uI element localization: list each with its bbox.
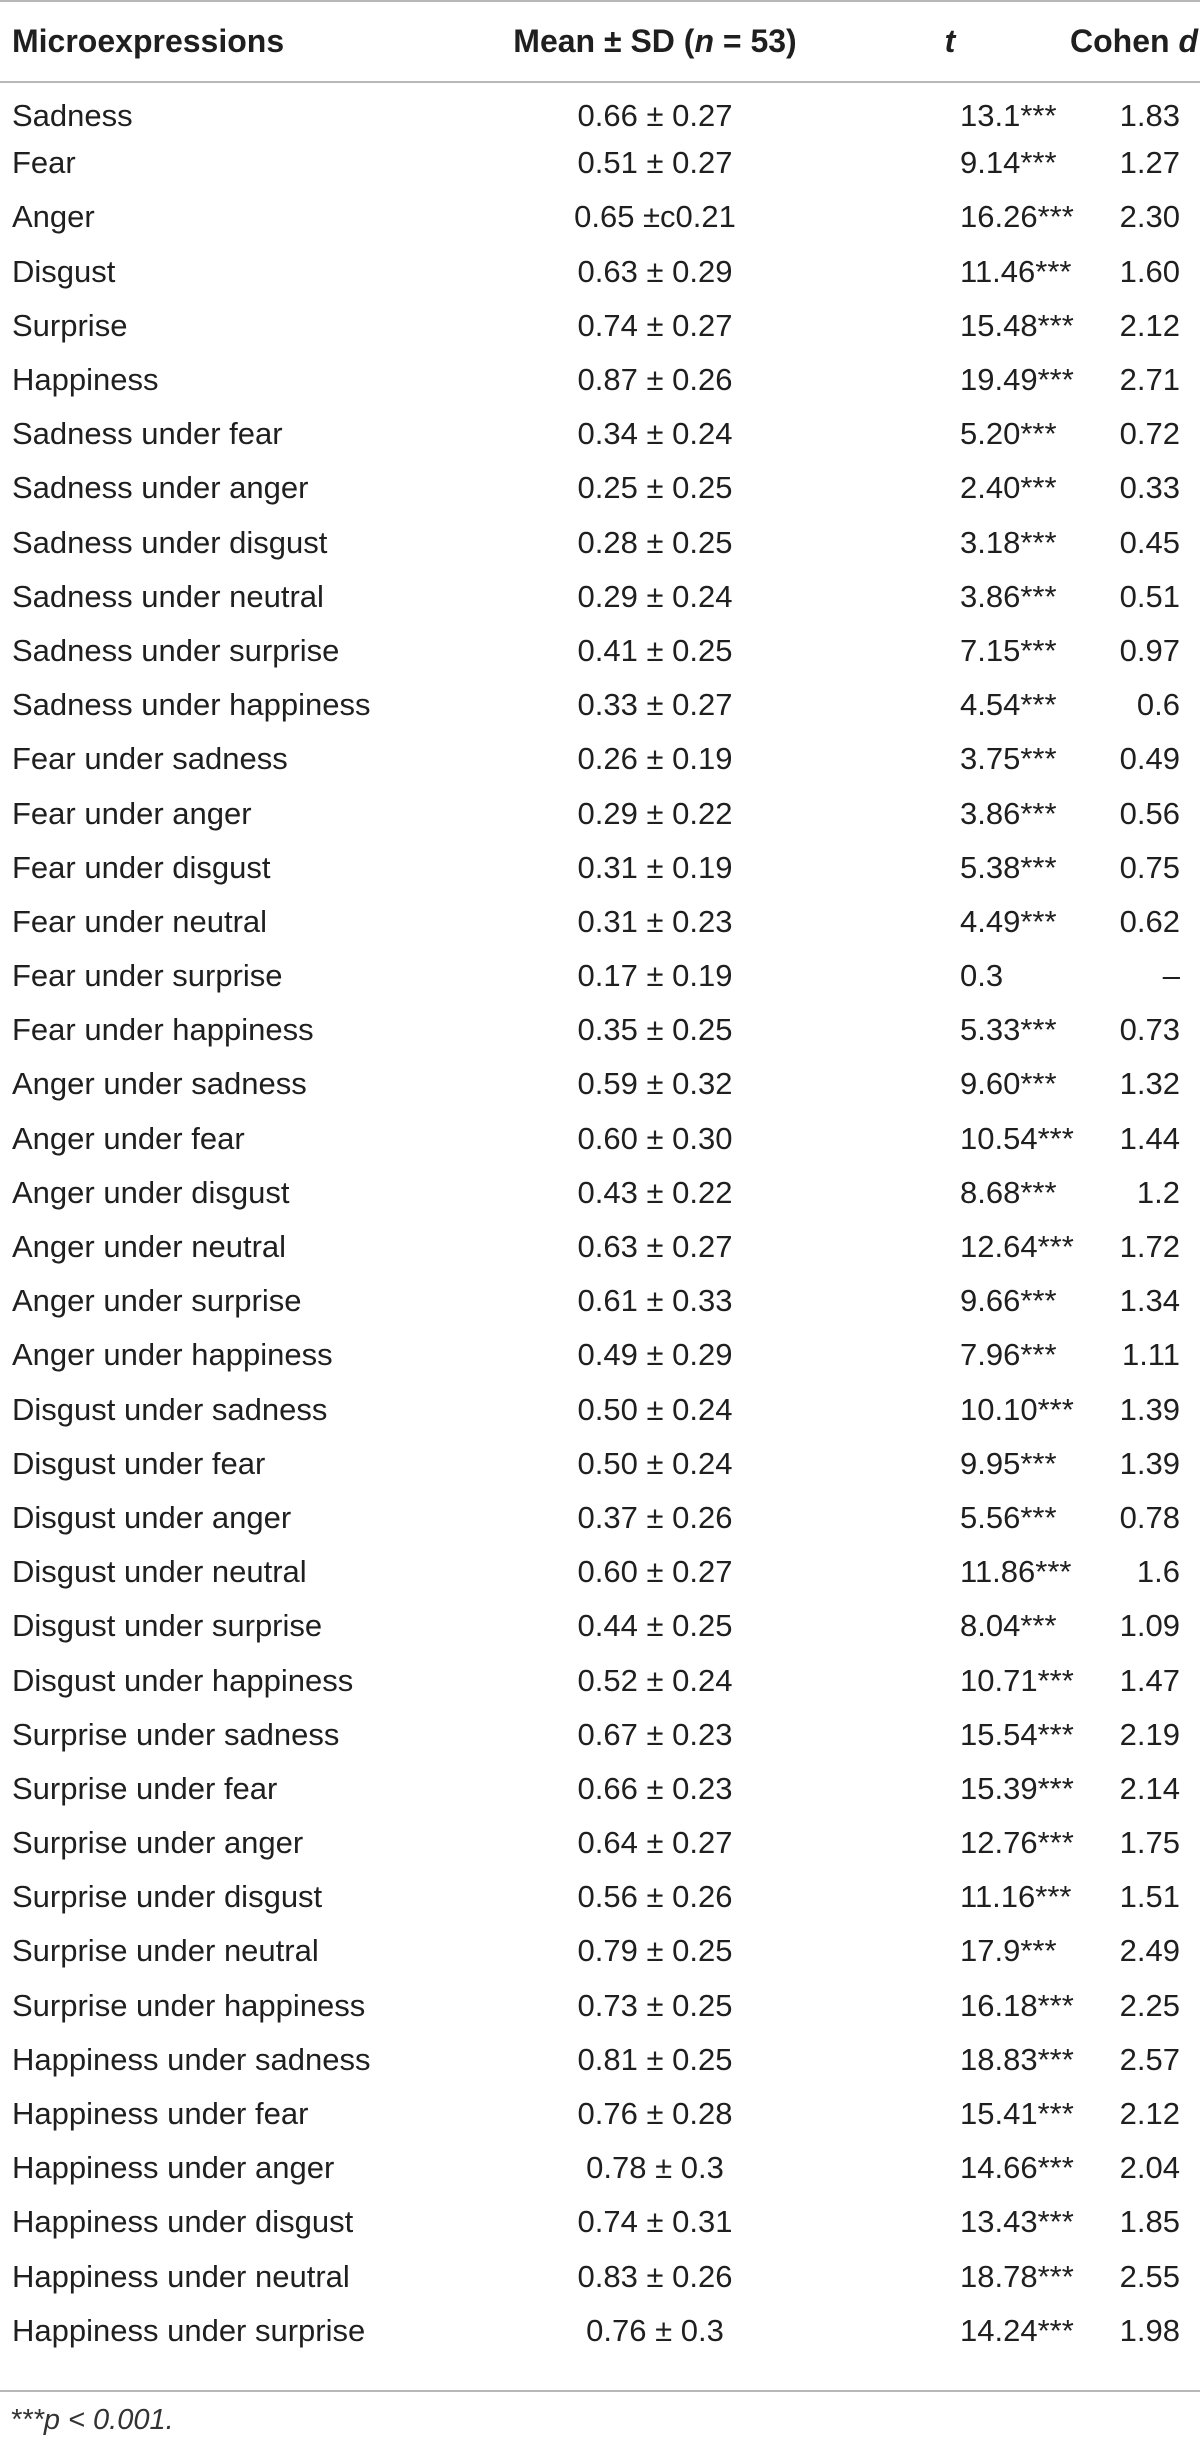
cell-microexpression: Disgust under sadness xyxy=(12,1391,328,1427)
cell-cohen-d: 1.39 xyxy=(1119,1391,1180,1427)
cell-cohen-d: 1.34 xyxy=(1119,1283,1180,1319)
significance-footnote: ***p < 0.001. xyxy=(10,2404,174,2436)
cell-mean-sd: 0.31 ± 0.19 xyxy=(577,849,733,885)
cell-mean-sd: 0.26 ± 0.19 xyxy=(577,741,733,777)
table-row xyxy=(0,1003,1200,1057)
table-row xyxy=(0,461,1200,515)
cell-mean-sd: 0.61 ± 0.33 xyxy=(577,1283,733,1319)
cell-microexpression: Sadness under fear xyxy=(12,416,283,452)
table-row xyxy=(0,2033,1200,2087)
cell-t-value: 5.20*** xyxy=(960,416,1057,452)
cell-mean-sd: 0.35 ± 0.25 xyxy=(577,1012,733,1048)
cell-mean-sd: 0.81 ± 0.25 xyxy=(577,2041,733,2077)
cell-cohen-d: 1.47 xyxy=(1119,1662,1180,1698)
cell-microexpression: Happiness under surprise xyxy=(12,2312,366,2348)
cell-mean-sd: 0.28 ± 0.25 xyxy=(577,524,733,560)
cell-mean-sd: 0.67 ± 0.23 xyxy=(577,1716,733,1752)
cell-cohen-d: 2.30 xyxy=(1119,199,1180,235)
cell-t-value: 18.83*** xyxy=(960,2041,1074,2077)
cell-cohen-d: 1.44 xyxy=(1119,1120,1180,1156)
table-row xyxy=(0,1870,1200,1924)
table-row xyxy=(0,1166,1200,1220)
cell-mean-sd: 0.34 ± 0.24 xyxy=(577,416,733,452)
table-row xyxy=(0,1816,1200,1870)
cell-t-value: 9.60*** xyxy=(960,1066,1057,1102)
cell-cohen-d: 1.27 xyxy=(1119,145,1180,181)
cell-mean-sd: 0.56 ± 0.26 xyxy=(577,1879,733,1915)
table-header-row xyxy=(0,1,1200,82)
cell-microexpression: Anger under happiness xyxy=(12,1337,333,1373)
cell-microexpression: Fear under sadness xyxy=(12,741,288,777)
cell-microexpression: Surprise under fear xyxy=(12,1770,278,1806)
cell-t-value: 14.66*** xyxy=(960,2150,1074,2186)
cell-mean-sd: 0.31 ± 0.23 xyxy=(577,903,733,939)
header-cohen-d-symbol: d xyxy=(1178,23,1198,59)
cell-t-value: 16.26*** xyxy=(960,199,1074,235)
cell-microexpression: Surprise under disgust xyxy=(12,1879,323,1915)
table-row xyxy=(0,570,1200,624)
header-microexpressions xyxy=(0,1,440,82)
cell-microexpression: Sadness under disgust xyxy=(12,524,328,560)
cell-t-value: 10.71*** xyxy=(960,1662,1074,1698)
cell-cohen-d: 1.2 xyxy=(1136,1174,1180,1210)
table-row xyxy=(0,624,1200,678)
table-row xyxy=(0,1437,1200,1491)
cell-microexpression: Happiness under anger xyxy=(12,2150,335,2186)
cell-microexpression: Fear under surprise xyxy=(12,958,283,994)
cell-microexpression: Sadness under happiness xyxy=(12,687,371,723)
table-row xyxy=(0,1220,1200,1274)
cell-mean-sd: 0.74 ± 0.31 xyxy=(577,2204,733,2240)
header-cohen-prefix: Cohen xyxy=(1070,23,1179,59)
cell-cohen-d: 0.6 xyxy=(1136,687,1180,723)
cell-mean-sd: 0.63 ± 0.27 xyxy=(577,1229,733,1265)
cell-cohen-d: 1.51 xyxy=(1119,1879,1180,1915)
table-row xyxy=(0,190,1200,244)
cell-t-value: 5.38*** xyxy=(960,849,1057,885)
cell-cohen-d: 2.57 xyxy=(1119,2041,1180,2077)
cell-t-value: 15.41*** xyxy=(960,2096,1074,2132)
cell-t-value: 11.16*** xyxy=(960,1879,1072,1915)
cell-microexpression: Anger under fear xyxy=(12,1120,245,1156)
cell-microexpression: Fear under neutral xyxy=(12,903,268,939)
cell-mean-sd: 0.87 ± 0.26 xyxy=(577,362,733,398)
cell-microexpression: Sadness under neutral xyxy=(12,578,324,614)
cell-cohen-d: 2.55 xyxy=(1119,2258,1180,2294)
cell-cohen-d: 1.75 xyxy=(1119,1825,1180,1861)
cell-cohen-d: 1.11 xyxy=(1121,1337,1180,1373)
cell-t-value: 16.18*** xyxy=(960,1987,1074,2023)
cell-cohen-d: 0.49 xyxy=(1119,741,1180,777)
cell-mean-sd: 0.66 ± 0.27 xyxy=(577,97,733,133)
cell-t-value: 5.56*** xyxy=(960,1499,1057,1535)
cell-t-value: 15.39*** xyxy=(960,1770,1074,1806)
cell-mean-sd: 0.50 ± 0.24 xyxy=(577,1445,733,1481)
cell-microexpression: Sadness under anger xyxy=(12,470,309,506)
cell-t-value: 2.40*** xyxy=(960,470,1057,506)
cell-mean-sd: 0.43 ± 0.22 xyxy=(577,1174,733,1210)
cell-cohen-d: 2.12 xyxy=(1119,2096,1180,2132)
cell-microexpression: Disgust under neutral xyxy=(12,1554,307,1590)
header-cohen-d xyxy=(1020,1,1200,82)
cell-mean-sd: 0.25 ± 0.25 xyxy=(577,470,733,506)
cell-t-value: 13.1*** xyxy=(960,97,1057,133)
cell-mean-sd: 0.63 ± 0.29 xyxy=(577,253,733,289)
header-microexpressions-label: Microexpressions xyxy=(12,23,285,59)
cell-mean-sd: 0.83 ± 0.26 xyxy=(577,2258,733,2294)
table-row xyxy=(0,786,1200,840)
cell-cohen-d: 2.04 xyxy=(1119,2150,1180,2186)
table-row xyxy=(0,353,1200,407)
cell-mean-sd: 0.64 ± 0.27 xyxy=(577,1825,733,1861)
cell-mean-sd: 0.59 ± 0.32 xyxy=(577,1066,733,1102)
cell-t-value: 15.48*** xyxy=(960,307,1074,343)
cell-microexpression: Anger xyxy=(12,199,95,235)
table-row xyxy=(0,1328,1200,1382)
cell-t-value: 3.75*** xyxy=(960,741,1057,777)
cell-microexpression: Surprise xyxy=(12,307,128,343)
cell-mean-sd: 0.74 ± 0.27 xyxy=(577,307,733,343)
cell-cohen-d: 1.72 xyxy=(1119,1229,1180,1265)
cell-t-value: 0.3 xyxy=(960,958,1004,994)
cell-t-value: 7.15*** xyxy=(960,632,1057,668)
cell-mean-sd: 0.78 ± 0.3 xyxy=(586,2150,724,2186)
table-row xyxy=(0,678,1200,732)
cell-t-value: 8.68*** xyxy=(960,1174,1057,1210)
cell-t-value: 9.95*** xyxy=(960,1445,1057,1481)
cell-t-value: 12.64*** xyxy=(960,1229,1074,1265)
table-row xyxy=(0,949,1200,1003)
cell-cohen-d: – xyxy=(1162,958,1180,994)
cell-t-value: 3.18*** xyxy=(960,524,1057,560)
cell-t-value: 14.24*** xyxy=(960,2312,1074,2348)
cell-microexpression: Fear xyxy=(12,145,76,181)
table-row xyxy=(0,1545,1200,1599)
cell-microexpression: Anger under neutral xyxy=(12,1229,287,1265)
cell-t-value: 15.54*** xyxy=(960,1716,1074,1752)
cell-cohen-d: 0.45 xyxy=(1119,524,1180,560)
table-row xyxy=(0,516,1200,570)
cell-microexpression: Happiness under fear xyxy=(12,2096,309,2132)
cell-mean-sd: 0.50 ± 0.24 xyxy=(577,1391,733,1427)
table-row xyxy=(0,1924,1200,1978)
cell-microexpression: Sadness xyxy=(12,97,133,133)
cell-microexpression: Sadness under surprise xyxy=(12,632,340,668)
cell-t-value: 19.49*** xyxy=(960,362,1074,398)
cell-mean-sd: 0.37 ± 0.26 xyxy=(577,1499,733,1535)
cell-microexpression: Fear under happiness xyxy=(12,1012,314,1048)
cell-mean-sd: 0.76 ± 0.28 xyxy=(577,2096,733,2132)
header-t-label: t xyxy=(944,23,956,59)
cell-t-value: 4.54*** xyxy=(960,687,1057,723)
cell-cohen-d: 0.56 xyxy=(1119,795,1180,831)
table-row xyxy=(0,245,1200,299)
table-row xyxy=(0,2250,1200,2304)
cell-mean-sd: 0.76 ± 0.3 xyxy=(586,2312,724,2348)
cell-cohen-d: 0.75 xyxy=(1119,849,1180,885)
cell-t-value: 8.04*** xyxy=(960,1608,1057,1644)
cell-mean-sd: 0.44 ± 0.25 xyxy=(577,1608,733,1644)
cell-cohen-d: 0.78 xyxy=(1119,1499,1180,1535)
table-row xyxy=(0,2195,1200,2249)
cell-microexpression: Surprise under sadness xyxy=(12,1716,340,1752)
cell-microexpression: Disgust under fear xyxy=(12,1445,266,1481)
cell-cohen-d: 2.71 xyxy=(1119,362,1180,398)
table-row xyxy=(0,1274,1200,1328)
cell-cohen-d: 0.62 xyxy=(1119,903,1180,939)
table-bottom-rule xyxy=(0,2390,1200,2392)
cell-mean-sd: 0.52 ± 0.24 xyxy=(577,1662,733,1698)
cell-mean-sd: 0.79 ± 0.25 xyxy=(577,1933,733,1969)
cell-t-value: 9.14*** xyxy=(960,145,1057,181)
cell-cohen-d: 1.85 xyxy=(1119,2204,1180,2240)
cell-microexpression: Happiness under sadness xyxy=(12,2041,371,2077)
cell-t-value: 10.54*** xyxy=(960,1120,1074,1156)
header-t xyxy=(810,1,1020,82)
cell-cohen-d: 1.83 xyxy=(1119,97,1180,133)
cell-cohen-d: 2.49 xyxy=(1119,1933,1180,1969)
cell-t-value: 17.9*** xyxy=(960,1933,1057,1969)
cell-t-value: 18.78*** xyxy=(960,2258,1074,2294)
table-row xyxy=(0,732,1200,786)
cell-microexpression: Disgust under happiness xyxy=(12,1662,354,1698)
cell-cohen-d: 1.98 xyxy=(1119,2312,1180,2348)
table-row xyxy=(0,1112,1200,1166)
cell-t-value: 10.10*** xyxy=(960,1391,1074,1427)
cell-t-value: 4.49*** xyxy=(960,903,1057,939)
cell-t-value: 5.33*** xyxy=(960,1012,1057,1048)
cell-cohen-d: 1.39 xyxy=(1119,1445,1180,1481)
cell-t-value: 3.86*** xyxy=(960,795,1057,831)
cell-mean-sd: 0.66 ± 0.23 xyxy=(577,1770,733,1806)
cell-microexpression: Anger under surprise xyxy=(12,1283,302,1319)
cell-mean-sd: 0.49 ± 0.29 xyxy=(577,1337,733,1373)
cell-t-value: 12.76*** xyxy=(960,1825,1074,1861)
cell-mean-sd: 0.29 ± 0.22 xyxy=(577,795,733,831)
table-row xyxy=(0,1057,1200,1111)
cell-mean-sd: 0.17 ± 0.19 xyxy=(577,958,733,994)
header-mean-prefix: Mean ± SD ( xyxy=(513,23,695,59)
table-row xyxy=(0,841,1200,895)
cell-t-value: 11.46*** xyxy=(960,253,1072,289)
cell-cohen-d: 2.25 xyxy=(1119,1987,1180,2023)
table-row xyxy=(0,1708,1200,1762)
table-row xyxy=(0,895,1200,949)
header-mean-suffix: = 53) xyxy=(713,23,797,59)
cell-cohen-d: 0.51 xyxy=(1119,578,1180,614)
cell-microexpression: Surprise under anger xyxy=(12,1825,304,1861)
cell-mean-sd: 0.60 ± 0.30 xyxy=(577,1120,733,1156)
cell-t-value: 13.43*** xyxy=(960,2204,1074,2240)
table-row xyxy=(0,299,1200,353)
cell-microexpression: Fear under anger xyxy=(12,795,252,831)
cell-microexpression: Disgust xyxy=(12,253,116,289)
cell-cohen-d: 1.6 xyxy=(1136,1554,1180,1590)
table-row xyxy=(0,407,1200,461)
cell-microexpression: Happiness under disgust xyxy=(12,2204,354,2240)
cell-mean-sd: 0.65 ±c0.21 xyxy=(574,199,736,235)
cell-t-value: 11.86*** xyxy=(960,1554,1072,1590)
cell-mean-sd: 0.41 ± 0.25 xyxy=(577,632,733,668)
cell-t-value: 9.66*** xyxy=(960,1283,1057,1319)
cell-cohen-d: 1.60 xyxy=(1119,253,1180,289)
cell-mean-sd: 0.33 ± 0.27 xyxy=(577,687,733,723)
table-row xyxy=(0,2304,1200,2358)
cell-microexpression: Disgust under anger xyxy=(12,1499,292,1535)
cell-cohen-d: 0.72 xyxy=(1119,416,1180,452)
cell-microexpression: Happiness under neutral xyxy=(12,2258,350,2294)
cell-microexpression: Surprise under happiness xyxy=(12,1987,366,2023)
cell-microexpression: Anger under disgust xyxy=(12,1174,290,1210)
cell-cohen-d: 0.73 xyxy=(1119,1012,1180,1048)
cell-microexpression: Happiness xyxy=(12,362,159,398)
cell-cohen-d: 0.97 xyxy=(1119,632,1180,668)
cell-t-value: 7.96*** xyxy=(960,1337,1057,1373)
table-row xyxy=(0,2141,1200,2195)
cell-mean-sd: 0.60 ± 0.27 xyxy=(577,1554,733,1590)
header-mean-n: n xyxy=(694,23,714,59)
table-row xyxy=(0,136,1200,190)
cell-cohen-d: 2.12 xyxy=(1119,307,1180,343)
header-mean-sd xyxy=(440,1,810,82)
cell-cohen-d: 0.33 xyxy=(1119,470,1180,506)
cell-cohen-d: 1.09 xyxy=(1119,1608,1180,1644)
table-row xyxy=(0,1599,1200,1653)
table-row xyxy=(0,2087,1200,2141)
table-row xyxy=(0,1762,1200,1816)
cell-microexpression: Surprise under neutral xyxy=(12,1933,319,1969)
cell-microexpression: Anger under sadness xyxy=(12,1066,307,1102)
table-row xyxy=(0,1491,1200,1545)
cell-mean-sd: 0.73 ± 0.25 xyxy=(577,1987,733,2023)
cell-microexpression: Fear under disgust xyxy=(12,849,271,885)
table-row xyxy=(0,1653,1200,1707)
cell-cohen-d: 2.19 xyxy=(1119,1716,1180,1752)
table-row xyxy=(0,1979,1200,2033)
table-row xyxy=(0,82,1200,136)
cell-t-value: 3.86*** xyxy=(960,578,1057,614)
table-row xyxy=(0,1383,1200,1437)
cell-cohen-d: 1.32 xyxy=(1119,1066,1180,1102)
cell-cohen-d: 2.14 xyxy=(1119,1770,1180,1806)
cell-microexpression: Disgust under surprise xyxy=(12,1608,323,1644)
cell-mean-sd: 0.51 ± 0.27 xyxy=(577,145,733,181)
table-body xyxy=(0,82,1200,2358)
cell-mean-sd: 0.29 ± 0.24 xyxy=(577,578,733,614)
